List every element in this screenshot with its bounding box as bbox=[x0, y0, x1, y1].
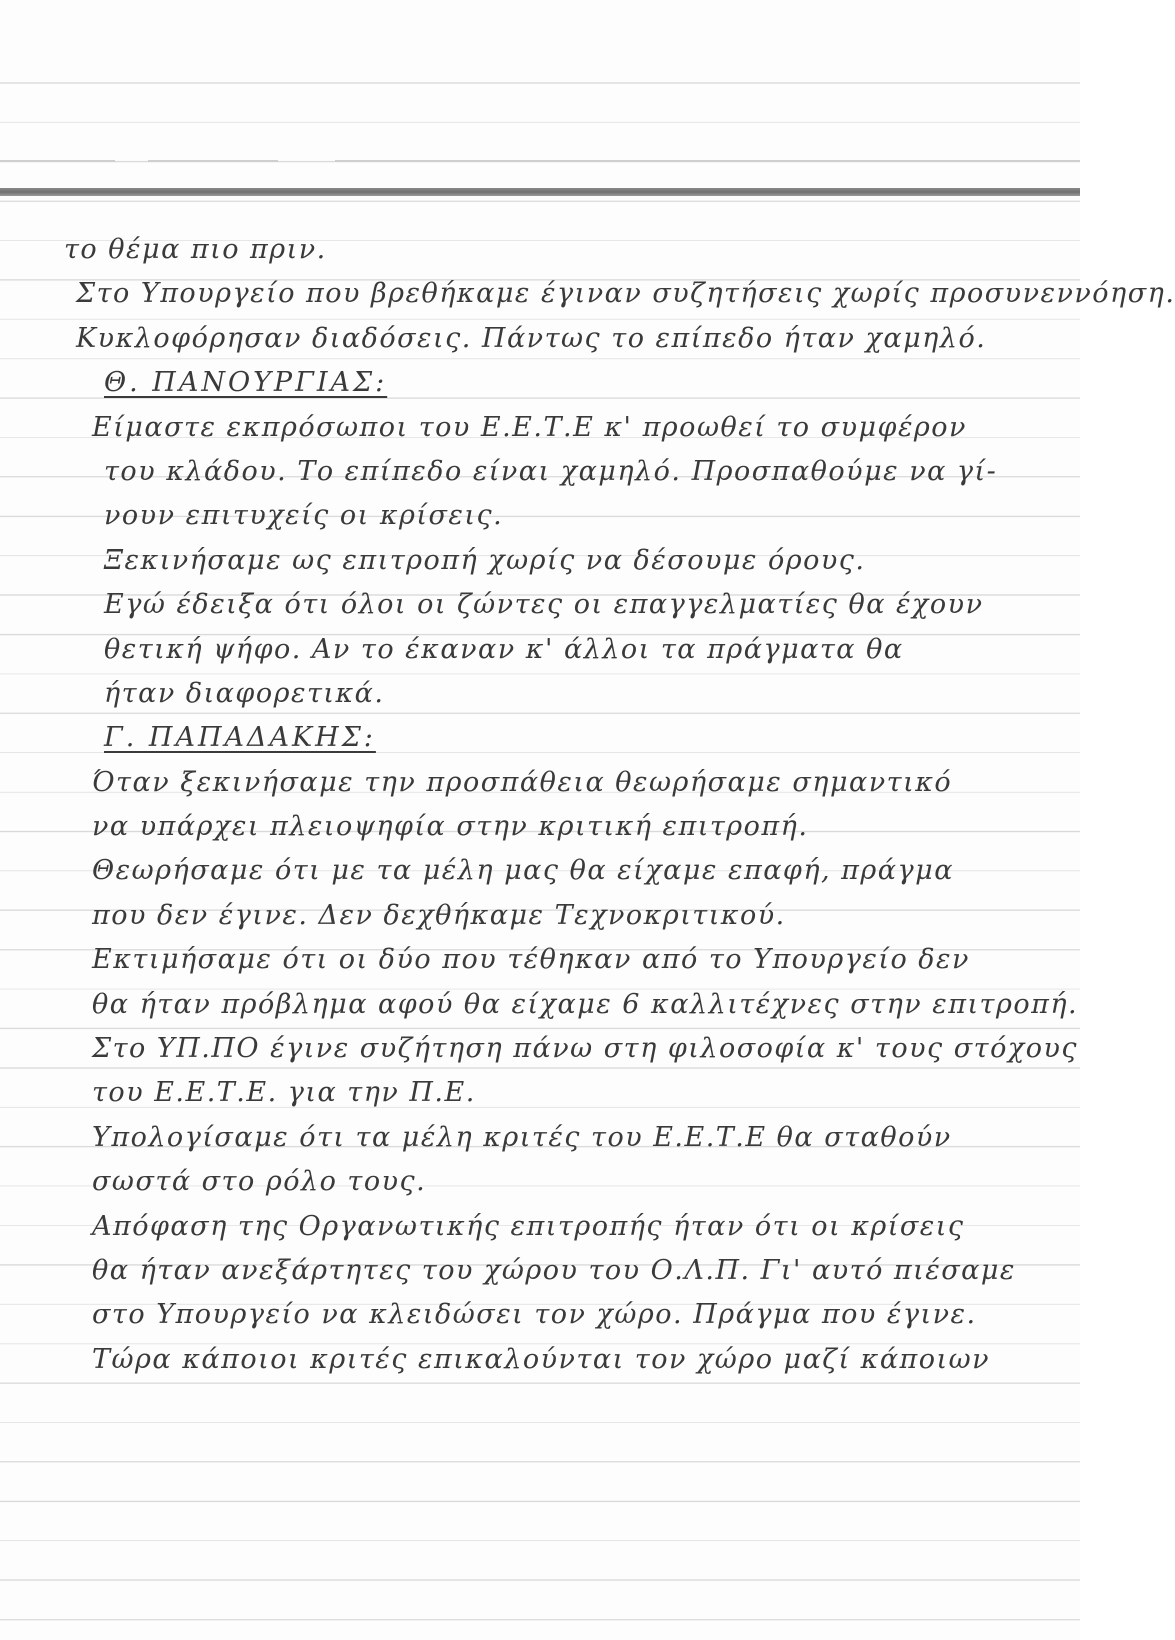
text-line: να υπάρχει πλειοψηφία στην κριτική επιτροπή. bbox=[92, 811, 809, 843]
top-rule-segment bbox=[0, 160, 115, 162]
text-line: του κλάδου. Το επίπεδο είναι χαμηλό. Προσπαθούμε να γί- bbox=[104, 455, 998, 487]
text-line: Όταν ξεκινήσαμε την προσπάθεια θεωρήσαμε σημαντικό bbox=[92, 766, 953, 798]
text-line: θα ήταν πρόβλημα αφού θα είχαμε 6 καλλιτέχνες στην επιτροπή. bbox=[92, 988, 1079, 1020]
text-line: νουν επιτυχείς οι κρίσεις. bbox=[104, 500, 504, 532]
text-line: Στο ΥΠ.ΠΟ έγινε συζήτηση πάνω στη φιλοσοφία κ' τους στόχους bbox=[92, 1033, 1078, 1065]
text-line: Εκτιμήσαμε ότι οι δύο που τέθηκαν από το Υπουργείο δεν bbox=[92, 944, 970, 976]
top-rule-segment bbox=[335, 160, 1080, 162]
text-line: Θεωρήσαμε ότι με τα μέλη μας θα είχαμε επαφή, πράγμα bbox=[92, 855, 954, 887]
speaker-heading: Θ. ΠΑΝΟΥΡΓΙΑΣ: bbox=[104, 367, 388, 399]
text-line: του Ε.Ε.Τ.Ε. για την Π.Ε. bbox=[92, 1077, 476, 1109]
text-line: Είμαστε εκπρόσωποι του Ε.Ε.Τ.Ε κ' προωθεί το συμφέρον bbox=[92, 411, 967, 443]
handwritten-text bbox=[64, 228, 1175, 1382]
header-rule bbox=[0, 188, 1080, 196]
text-line: σωστά στο ρόλο τους. bbox=[92, 1166, 427, 1198]
text-line: Ξεκινήσαμε ως επιτροπή χωρίς να δέσουμε όρους. bbox=[104, 544, 866, 576]
text-line: Απόφαση της Οργανωτικής επιτροπής ήταν ότι οι κρίσεις bbox=[92, 1210, 965, 1242]
text-line: που δεν έγινε. Δεν δεχθήκαμε Τεχνοκριτικού. bbox=[92, 899, 786, 931]
text-line: ήταν διαφορετικά. bbox=[104, 677, 385, 709]
text-line: στο Υπουργείο να κλειδώσει τον χώρο. Πράγμα που έγινε. bbox=[92, 1299, 977, 1331]
text-line: θετική ψήφο. Αν το έκαναν κ' άλλοι τα πράγματα θα bbox=[104, 633, 904, 665]
text-line: Κυκλοφόρησαν διαδόσεις. Πάντως το επίπεδο ήταν χαμηλό. bbox=[76, 322, 987, 354]
text-line: θα ήταν ανεξάρτητες του χώρου του Ο.Λ.Π. Γι' αυτό πιέσαμε bbox=[92, 1254, 1016, 1286]
text-line: Εγώ έδειξα ότι όλοι οι ζώντες οι επαγγελματίες θα έχουν bbox=[104, 589, 984, 621]
top-rule-segment bbox=[148, 160, 278, 162]
text-line: Τώρα κάποιοι κριτές επικαλούνται τον χώρο μαζί κάποιων bbox=[92, 1343, 991, 1375]
text-line: Στο Υπουργείο που βρεθήκαμε έγιναν συζητήσεις χωρίς προσυνεννόηση. bbox=[76, 278, 1175, 310]
text-line: το θέμα πιο πριν. bbox=[64, 234, 327, 265]
speaker-heading: Γ. ΠΑΠΑΔΑΚΗΣ: bbox=[104, 722, 376, 754]
text-line: Υπολογίσαμε ότι τα μέλη κριτές του Ε.Ε.Τ.Ε θα σταθούν bbox=[92, 1121, 952, 1153]
